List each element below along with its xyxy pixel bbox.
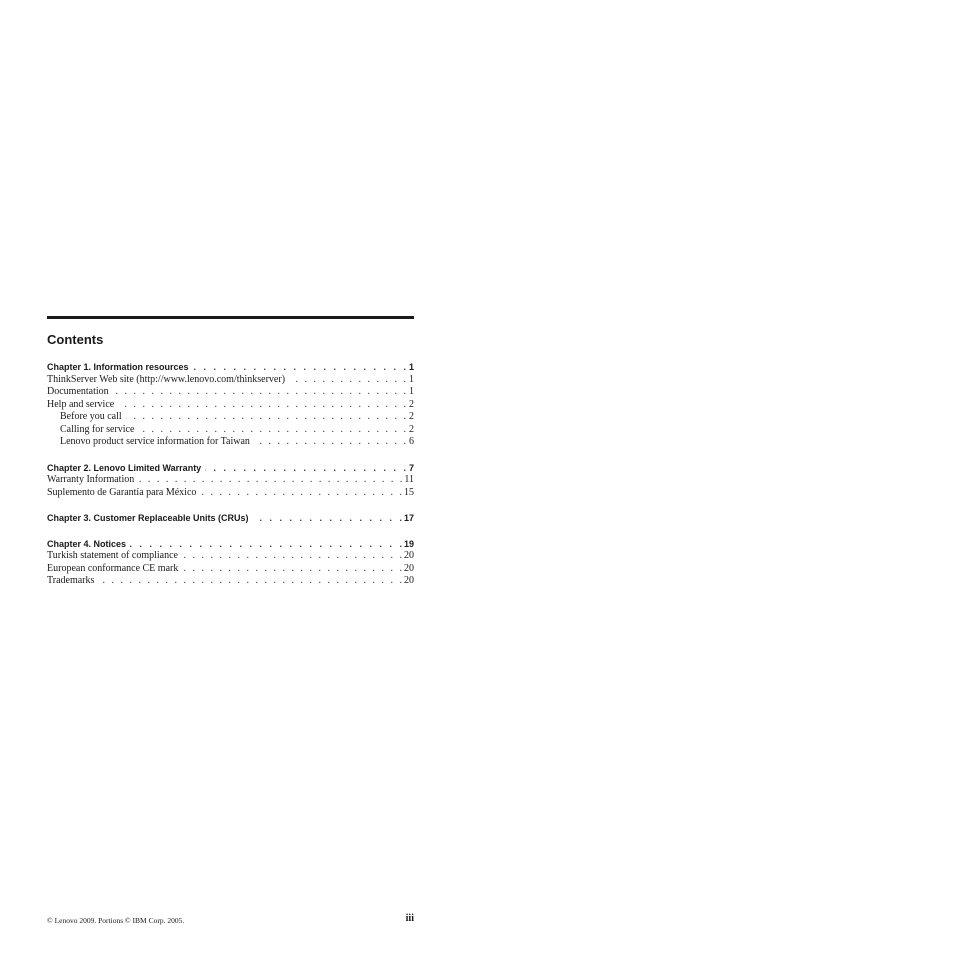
- dot-leader: [253, 512, 402, 525]
- dot-leader: [254, 436, 406, 449]
- dot-leader: [193, 361, 406, 374]
- toc-entry-page: 2: [409, 398, 414, 410]
- toc-chapter-entry[interactable]: [47, 462, 414, 475]
- toc-entry-page: 20: [404, 575, 414, 586]
- dot-leader: [205, 462, 406, 475]
- toc-entry-page: 6: [409, 436, 414, 447]
- toc-entry-page: 19: [403, 538, 414, 549]
- toc-entry-label: Lenovo product service information for Taiwan: [60, 436, 250, 447]
- toc-entry-label: Warranty Information: [47, 474, 135, 485]
- dot-leader: [182, 550, 402, 563]
- toc-entry-label: Calling for service: [60, 423, 135, 435]
- dot-leader: [200, 487, 402, 500]
- toc-entry[interactable]: [47, 411, 414, 424]
- toc-entry-page: 1: [409, 386, 414, 397]
- table-of-contents: [47, 361, 414, 588]
- toc-chapter-entry[interactable]: [47, 512, 414, 525]
- toc-entry[interactable]: [47, 474, 414, 487]
- dot-leader: [182, 563, 402, 576]
- dot-leader: [98, 575, 402, 588]
- chapter-gap: [47, 525, 414, 538]
- toc-entry-page: 15: [404, 486, 414, 498]
- toc-entry-label: Chapter 3. Customer Replaceable Units (CRUs): [47, 513, 249, 523]
- dot-leader: [130, 538, 402, 551]
- page-title: Contents: [47, 332, 104, 347]
- toc-entry-label: Chapter 4. Notices: [47, 538, 127, 549]
- toc-chapter-entry[interactable]: [47, 538, 414, 551]
- toc-entry-label: Before you call: [60, 411, 122, 422]
- toc-chapter-entry[interactable]: [47, 361, 414, 374]
- toc-entry[interactable]: [47, 563, 414, 576]
- toc-entry-page: 20: [404, 550, 414, 561]
- toc-entry[interactable]: [47, 436, 414, 449]
- toc-entry-label: Documentation: [47, 386, 109, 397]
- toc-entry[interactable]: [47, 424, 414, 437]
- toc-entry[interactable]: [47, 399, 414, 412]
- dot-leader: [126, 411, 406, 424]
- toc-entry-label: Turkish statement of compliance: [47, 550, 178, 561]
- toc-entry-page: 7: [408, 462, 414, 473]
- copyright-notice: © Lenovo 2009. Portions © IBM Corp. 2005.: [47, 916, 185, 925]
- toc-entry-page: 2: [409, 411, 414, 422]
- heading-rule: [47, 316, 414, 319]
- toc-entry-label: Chapter 1. Information resources: [47, 362, 189, 372]
- chapter-gap: [47, 499, 414, 512]
- chapter-gap: [47, 449, 414, 462]
- dot-leader: [138, 424, 406, 437]
- toc-entry-label: Trademarks: [47, 575, 95, 586]
- toc-entry-label: Suplemento de Garantía para México: [47, 486, 197, 498]
- toc-entry-page: 1: [408, 362, 414, 372]
- toc-entry[interactable]: [47, 374, 414, 387]
- toc-entry-page: 17: [403, 513, 414, 523]
- toc-entry-label: Chapter 2. Lenovo Limited Warranty: [47, 462, 202, 473]
- toc-entry-page: 2: [409, 423, 414, 435]
- dot-leader: [138, 474, 402, 487]
- toc-entry-label: ThinkServer Web site (http://www.lenovo.com/thinkserver): [47, 373, 286, 385]
- toc-entry-page: 1: [409, 373, 414, 385]
- toc-entry-page: 11: [404, 474, 414, 485]
- toc-entry-label: European conformance CE mark: [47, 562, 179, 574]
- toc-entry[interactable]: [47, 550, 414, 563]
- dot-leader: [289, 374, 406, 387]
- toc-entry-page: 20: [404, 562, 414, 574]
- page-number: iii: [405, 913, 414, 924]
- toc-entry[interactable]: [47, 575, 414, 588]
- toc-entry[interactable]: [47, 386, 414, 399]
- toc-entry-label: Help and service: [47, 398, 115, 410]
- dot-leader: [113, 386, 406, 399]
- toc-entry[interactable]: [47, 487, 414, 500]
- dot-leader: [118, 399, 406, 412]
